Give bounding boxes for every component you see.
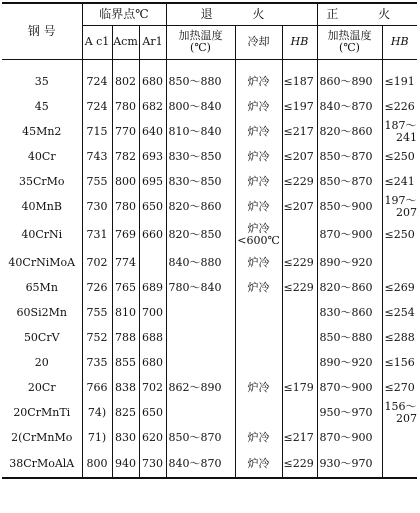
cell-anneal-hb: ≤207 (282, 194, 317, 220)
header-ac1: A c1 (82, 25, 112, 59)
cell-normalize-temp: 890～920 (317, 350, 382, 375)
cell-grade: 20 (34, 355, 49, 369)
table-row (2, 194, 417, 220)
cell-anneal-temp: 810～840 (166, 119, 235, 144)
table-row (2, 169, 417, 194)
cell-ac1: 71) (82, 425, 112, 450)
header-cooling: 冷却 (235, 25, 282, 59)
cell-acm: 788 (112, 325, 139, 350)
cell-ar1: 689 (139, 275, 166, 300)
table-row (2, 119, 417, 144)
cell-acm: 825 (112, 400, 139, 425)
cell-ar1: 650 (139, 194, 166, 220)
table-row (2, 350, 417, 375)
cell-acm: 855 (112, 350, 139, 375)
cell-ac1: 735 (82, 350, 112, 375)
header-ar1: Ar1 (139, 25, 166, 59)
cell-ac1: 724 (82, 69, 112, 94)
cell-normalize-temp: 820～860 (317, 119, 382, 144)
cell-acm: 810 (112, 300, 139, 325)
cell-line: 156～ (384, 400, 417, 413)
cell-normalize-temp: 850～870 (317, 144, 382, 169)
table-row (2, 220, 417, 250)
cell-normalize-hb: ≤269 (382, 275, 417, 300)
header-grade: 钢 号 (2, 3, 82, 59)
cell-anneal-hb: ≤197 (282, 94, 317, 119)
cell-anneal-temp: 820～850 (166, 220, 235, 250)
cell-grade: 60Si2Mn (16, 305, 67, 319)
cell-line: 197～ (384, 194, 417, 208)
cell-cooling: 炉冷 (235, 250, 282, 275)
cell-normalize-hb (382, 450, 417, 478)
cell-normalize-hb: ≤254 (382, 300, 417, 325)
table-row (2, 450, 417, 478)
cell-normalize-hb: ≤226 (382, 94, 417, 119)
cell-anneal-hb: ≤229 (282, 275, 317, 300)
cell-normalize-temp: 830～860 (317, 300, 382, 325)
cell-acm: 769 (112, 220, 139, 250)
cell-anneal-hb (282, 300, 317, 325)
cell-grade: 2(CrMnMo (11, 430, 73, 444)
header-annealing: 退 火 (166, 3, 317, 25)
cell-anneal-temp: 820～860 (166, 194, 235, 220)
cell-anneal-hb: ≤217 (282, 425, 317, 450)
cell-ac1: 74) (82, 400, 112, 425)
table-row (2, 94, 417, 119)
cell-line: <600℃ (237, 234, 280, 247)
table-row (2, 375, 417, 400)
cell-ar1: 680 (139, 69, 166, 94)
cell-grade: 45Mn2 (22, 124, 62, 138)
cell-cooling: 炉冷 (235, 194, 282, 220)
cell-cooling: 炉冷 (235, 69, 282, 94)
cell-line: 207 (396, 411, 418, 425)
cell-normalize-temp: 860～890 (317, 69, 382, 94)
cell-normalize-temp: 870～900 (317, 375, 382, 400)
cell-ar1: 682 (139, 94, 166, 119)
cell-acm: 774 (112, 250, 139, 275)
cell-anneal-temp: 830～850 (166, 144, 235, 169)
cell-ac1: 702 (82, 250, 112, 275)
cell-cooling: 炉冷 (235, 425, 282, 450)
cell-cooling: 炉冷 (235, 94, 282, 119)
cell-grade: 40Cr (27, 149, 56, 163)
cell-normalize-temp: 930～970 (317, 450, 382, 478)
cell-ac1: 726 (82, 275, 112, 300)
cell-ac1: 731 (82, 220, 112, 250)
cell-ar1: 693 (139, 144, 166, 169)
cell-ar1: 620 (139, 425, 166, 450)
cell-ac1: 755 (82, 300, 112, 325)
cell-normalize-hb: ≤241 (382, 169, 417, 194)
cell-anneal-temp: 840～870 (166, 450, 235, 478)
cell-cooling: 炉冷 (235, 450, 282, 478)
cell-ac1: 800 (82, 450, 112, 478)
cell-grade: 40CrNiMoA (8, 255, 76, 269)
cell-normalize-temp: 950～970 (317, 400, 382, 425)
cell-anneal-temp: 862～890 (166, 375, 235, 400)
cell-grade: 35 (34, 74, 49, 88)
cell-anneal-hb: ≤229 (282, 169, 317, 194)
cell-acm: 800 (112, 169, 139, 194)
cell-ar1: 695 (139, 169, 166, 194)
cell-ar1: 680 (139, 350, 166, 375)
cell-cooling (235, 300, 282, 325)
header-normalize-heat-temp (317, 25, 382, 59)
header-anneal-heat-temp (166, 25, 235, 59)
cell-grade: 50CrV (23, 330, 60, 344)
cell-normalize-temp: 870～900 (317, 220, 382, 250)
header-anneal-heat-temp-line2: (℃) (190, 41, 211, 54)
cell-anneal-hb: ≤229 (282, 450, 317, 478)
cell-normalize-temp: 820～860 (317, 275, 382, 300)
cell-ar1: 640 (139, 119, 166, 144)
cell-normalize-hb: ≤288 (382, 325, 417, 350)
table-row (2, 300, 417, 325)
cell-cooling (235, 220, 282, 250)
cell-acm: 770 (112, 119, 139, 144)
cell-grade: 20Cr (27, 380, 56, 394)
header-anneal-hb: HB (282, 25, 317, 59)
cell-anneal-temp: 830～850 (166, 169, 235, 194)
table-row (2, 144, 417, 169)
header-acm: Acm (112, 25, 139, 59)
cell-anneal-hb (282, 350, 317, 375)
cell-ac1: 766 (82, 375, 112, 400)
cell-anneal-hb: ≤207 (282, 144, 317, 169)
cell-cooling: 炉冷 (235, 169, 282, 194)
cell-normalize-hb (382, 119, 417, 144)
cell-grade: 38CrMoAlA (9, 456, 75, 470)
cell-ac1: 715 (82, 119, 112, 144)
cell-normalize-hb (382, 194, 417, 220)
cell-normalize-temp: 850～870 (317, 169, 382, 194)
cell-cooling: 炉冷 (235, 275, 282, 300)
cell-cooling: 炉冷 (235, 119, 282, 144)
cell-grade: 35CrMo (18, 174, 65, 188)
cell-ar1: 700 (139, 300, 166, 325)
cell-normalize-hb (382, 250, 417, 275)
cell-anneal-hb: ≤229 (282, 250, 317, 275)
cell-grade: 40MnB (21, 200, 62, 214)
cell-line: 241 (396, 130, 418, 144)
cell-line: 炉冷 (247, 222, 270, 236)
header-normalize-heat-temp-line2: (℃) (339, 41, 360, 54)
cell-cooling: 炉冷 (235, 375, 282, 400)
cell-anneal-hb: ≤217 (282, 119, 317, 144)
cell-normalize-temp: 890～920 (317, 250, 382, 275)
cell-anneal-temp: 780～840 (166, 275, 235, 300)
cell-anneal-hb (282, 220, 317, 250)
table-body (2, 59, 417, 478)
cell-cooling (235, 400, 282, 425)
cell-cooling: 炉冷 (235, 144, 282, 169)
table-row (2, 400, 417, 425)
table-row (2, 250, 417, 275)
cell-ac1: 752 (82, 325, 112, 350)
cell-acm: 780 (112, 94, 139, 119)
cell-anneal-temp: 850～870 (166, 425, 235, 450)
cell-anneal-temp: 850～880 (166, 69, 235, 94)
cell-ac1: 755 (82, 169, 112, 194)
steel-heat-treatment-table (2, 2, 417, 479)
cell-cooling (235, 350, 282, 375)
cell-ar1: 660 (139, 220, 166, 250)
table-row (2, 425, 417, 450)
header-critical-point: 临界点℃ (82, 3, 166, 25)
cell-acm: 780 (112, 194, 139, 220)
cell-normalize-hb: ≤191 (382, 69, 417, 94)
header-normalize-hb: HB (382, 25, 417, 59)
steel-heat-treatment-table-page (2, 2, 417, 511)
cell-anneal-temp: 800～840 (166, 94, 235, 119)
cell-anneal-temp (166, 350, 235, 375)
cell-normalize-hb: ≤156 (382, 350, 417, 375)
cell-normalize-temp: 870～900 (317, 425, 382, 450)
table-row (2, 69, 417, 94)
cell-acm: 838 (112, 375, 139, 400)
cell-cooling (235, 325, 282, 350)
cell-normalize-temp: 850～880 (317, 325, 382, 350)
cell-anneal-temp (166, 300, 235, 325)
header-normalizing: 正 火 (317, 3, 417, 25)
cell-acm: 765 (112, 275, 139, 300)
cell-grade: 40CrNi (21, 228, 63, 242)
cell-normalize-hb (382, 400, 417, 425)
cell-acm: 782 (112, 144, 139, 169)
cell-anneal-hb (282, 400, 317, 425)
cell-anneal-temp (166, 325, 235, 350)
header-anneal-heat-temp-line1: 加热温度 (178, 29, 223, 43)
cell-ar1: 650 (139, 400, 166, 425)
cell-normalize-hb: ≤270 (382, 375, 417, 400)
cell-acm: 830 (112, 425, 139, 450)
cell-anneal-hb: ≤179 (282, 375, 317, 400)
cell-ar1: 730 (139, 450, 166, 478)
cell-normalize-hb: ≤250 (382, 220, 417, 250)
header-normalize-heat-temp-line1: 加热温度 (327, 29, 372, 43)
cell-ar1: 702 (139, 375, 166, 400)
cell-line: 207 (396, 206, 418, 219)
cell-ar1 (139, 250, 166, 275)
cell-normalize-hb (382, 425, 417, 450)
cell-acm: 802 (112, 69, 139, 94)
cell-ac1: 724 (82, 94, 112, 119)
cell-anneal-temp: 840～880 (166, 250, 235, 275)
cell-normalize-temp: 840～870 (317, 94, 382, 119)
cell-ar1: 688 (139, 325, 166, 350)
cell-anneal-temp (166, 400, 235, 425)
cell-ac1: 743 (82, 144, 112, 169)
cell-normalize-temp: 850～900 (317, 194, 382, 220)
table-row (2, 275, 417, 300)
cell-anneal-hb (282, 325, 317, 350)
table-row (2, 325, 417, 350)
cell-grade: 20CrMnTi (13, 405, 71, 419)
spacer-row (2, 59, 417, 69)
cell-normalize-hb: ≤250 (382, 144, 417, 169)
cell-ac1: 730 (82, 194, 112, 220)
cell-grade: 45 (34, 99, 49, 113)
cell-acm: 940 (112, 450, 139, 478)
cell-anneal-hb: ≤187 (282, 69, 317, 94)
cell-grade: 65Mn (25, 280, 58, 294)
cell-line: 187～ (384, 119, 417, 132)
